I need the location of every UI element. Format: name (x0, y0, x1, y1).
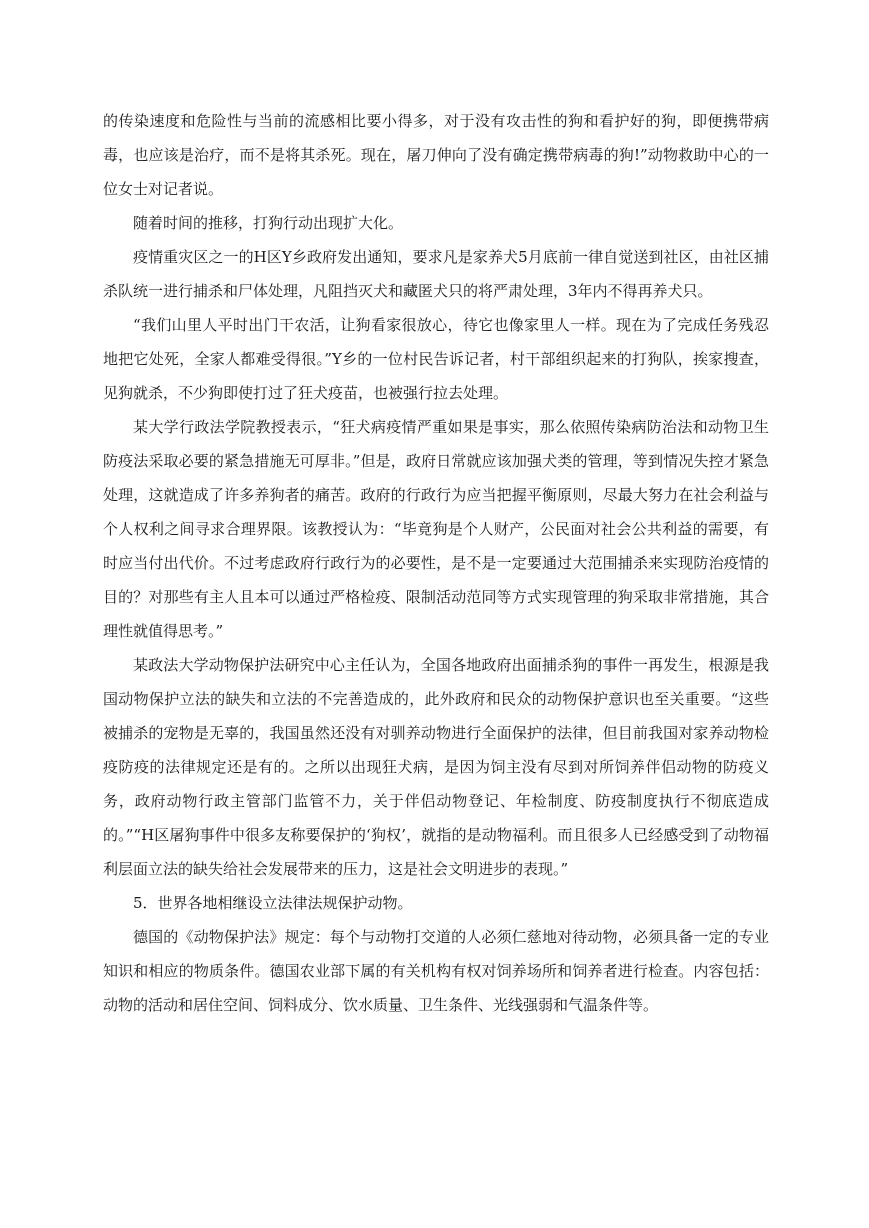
paragraph-notice: 疫情重灾区之一的H区Y乡政府发出通知，要求凡是家养犬5月底前一律自觉送到社区，由社区捕杀队统一进行捕杀和尸体处理，凡阻挡灭犬和藏匿犬只的将严肃处理，3年内不得再养犬只。 (103, 248, 769, 300)
paragraph-villager-quote: “我们山里人平时出门干农活，让狗看家很放心，待它也像家里人一样。现在为了完成任务残忍地把它处死，全家人都难受得很。”Y乡的一位村民告诉记者，村干部组织起来的打狗队，挨家搜查，见狗就杀，不少狗即使打过了狂犬疫苗，也被强行拉去处理。 (103, 316, 769, 402)
document-page (103, 104, 769, 1022)
paragraph-continuation: 的传染速度和危险性与当前的流感相比要小得多，对于没有攻击性的狗和看护好的狗，即便携带病毒，也应该是治疗，而不是将其杀死。现在，屠刀伸向了没有确定携带病毒的狗!”动物救助中心的一位女士对记者说。 (103, 112, 769, 198)
paragraph-expansion: 随着时间的推移，打狗行动出现扩大化。 (133, 214, 404, 232)
paragraph-germany-law: 德国的《动物保护法》规定：每个与动物打交道的人必须仁慈地对待动物，必须具备一定的专业知识和相应的物质条件。德国农业部下属的有关机构有权对饲养场所和饲养者进行检查。内容包括：动物的活动和居住空间、饲料成分、饮水质量、卫生条件、光线强弱和气温条件等。 (103, 928, 769, 1014)
paragraph-professor-view: 某大学行政法学院教授表示，“狂犬病疫情严重如果是事实，那么依照传染病防治法和动物卫生防疫法采取必要的紧急措施无可厚非。”但是，政府日常就应该加强犬类的管理，等到情况失控才紧急处理，这就造成了许多养狗者的痛苦。政府的行政行为应当把握平衡原则，尽最大努力在社会利益与个人权利之间寻求合理界限。该教授认为：“毕竟狗是个人财产，公民面对社会公共利益的需要，有时应当付出代价。不过考虑政府行政行为的必要性，是不是一定要通过大范围捕杀来实现防治疫情的目的？对那些有主人且本可以通过严格检疫、限制活动范同等方式实现管理的狗采取非常措施，其合理性就值得思考。” (103, 418, 769, 640)
paragraph-director-view: 某政法大学动物保护法研究中心主任认为，全国各地政府出面捕杀狗的事件一再发生，根源是我国动物保护立法的缺失和立法的不完善造成的，此外政府和民众的动物保护意识也至关重要。“这些被捕杀的宠物是无辜的，我国虽然还没有对驯养动物进行全面保护的法律，但目前我国对家养动物检疫防疫的法律规定还是有的。之所以出现狂犬病，是因为饲主没有尽到对所饲养伴侣动物的防疫义务，政府动物行政主管部门监管不力，关于伴侣动物登记、年检制度、防疫制度执行不彻底造成的。”“H区屠狗事件中很多友称要保护的‘狗权’，就指的是动物福利。而且很多人已经感受到了动物福利层面立法的缺失给社会发展带来的压力，这是社会文明进步的表现。” (103, 656, 769, 878)
section-heading: 5．世界各地相继设立法律法规保护动物。 (133, 894, 413, 912)
